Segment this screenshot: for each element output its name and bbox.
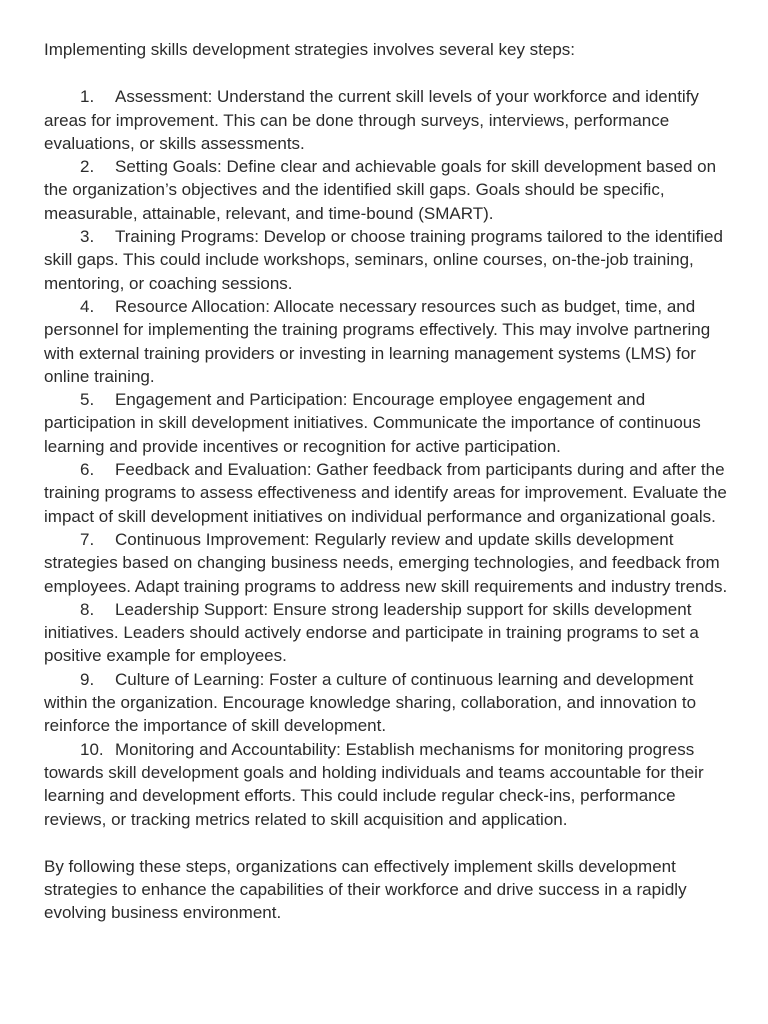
list-item-number: 5.: [80, 390, 95, 410]
list-item: [44, 225, 734, 295]
list-item-number: 1.: [80, 87, 95, 107]
list-item-text: Setting Goals: Define clear and achievable goals for skill development based on the organization’s objectives and the identified skill gaps. Goals should be specific, measurable, attainable, relevant, and time-bound (SMART).: [44, 157, 717, 223]
list-item-text: Training Programs: Develop or choose training programs tailored to the identified skill gaps. This could include workshops, seminars, online courses, on-the-job training, mentoring, or coaching sessions.: [44, 227, 723, 293]
list-item-number: 10.: [80, 739, 104, 759]
list-item-number: 8.: [80, 599, 95, 619]
conclusion-paragraph: By following these steps, organizations can effectively implement skills development strategies to enhance the capabilities of their workforce and drive success in a rapidly evolving business environment.: [44, 856, 687, 923]
list-item-number: 4.: [80, 296, 95, 316]
list-item-text: Continuous Improvement: Regularly review and update skills development strategies based on changing business needs, emerging technologies, and feedback from employees. Adapt training programs to address new skill requirements and industry trends.: [44, 529, 728, 596]
list-item-number: 7.: [80, 529, 95, 549]
list-item-number: 2.: [80, 157, 95, 177]
intro-paragraph: Implementing skills development strategies involves several key steps:: [44, 40, 576, 59]
list-item-number: 9.: [80, 669, 95, 689]
list-item: [44, 388, 734, 458]
document-body: [44, 38, 734, 925]
list-item-text: Engagement and Participation: Encourage employee engagement and participation in skill development initiatives. Communicate the importance of continuous learning and provide incentives or recognition for active participation.: [44, 390, 701, 456]
list-item: [44, 668, 734, 738]
list-item-text: Culture of Learning: Foster a culture of continuous learning and development within the organization. Encourage knowledge sharing, collaboration, and innovation to reinforce the importance of skill development.: [44, 669, 697, 736]
list-item: [44, 85, 734, 155]
list-item: [44, 528, 734, 598]
list-item: [44, 738, 734, 831]
list-item: [44, 155, 734, 225]
steps-list: [44, 85, 734, 831]
list-item-text: Monitoring and Accountability: Establish mechanisms for monitoring progress towards skill development goals and holding individuals and teams accountable for their learning and development efforts. This could include regular check-ins, performance reviews, or tracking metrics related to skill acquisition and application.: [44, 739, 704, 829]
list-item-text: Feedback and Evaluation: Gather feedback from participants during and after the training programs to assess effectiveness and identify areas for improvement. Evaluate the impact of skill development initiatives on individual performance and organizational goals.: [44, 460, 727, 526]
list-item-number: 3.: [80, 227, 95, 247]
list-item: [44, 458, 734, 528]
list-item-text: Resource Allocation: Allocate necessary resources such as budget, time, and personnel for implementing the training programs effectively. This may involve partnering with external training providers or investing in learning management systems (LMS) for online training.: [44, 296, 711, 386]
list-item-text: Leadership Support: Ensure strong leadership support for skills development initiatives. Leaders should actively endorse and participate in training programs to set a positive example for employees.: [44, 599, 699, 666]
list-item: [44, 295, 734, 388]
list-item: [44, 598, 734, 668]
list-item-number: 6.: [80, 460, 95, 480]
list-item-text: Assessment: Understand the current skill levels of your workforce and identify areas for improvement. This can be done through surveys, interviews, performance evaluations, or skills assessments.: [44, 87, 699, 153]
